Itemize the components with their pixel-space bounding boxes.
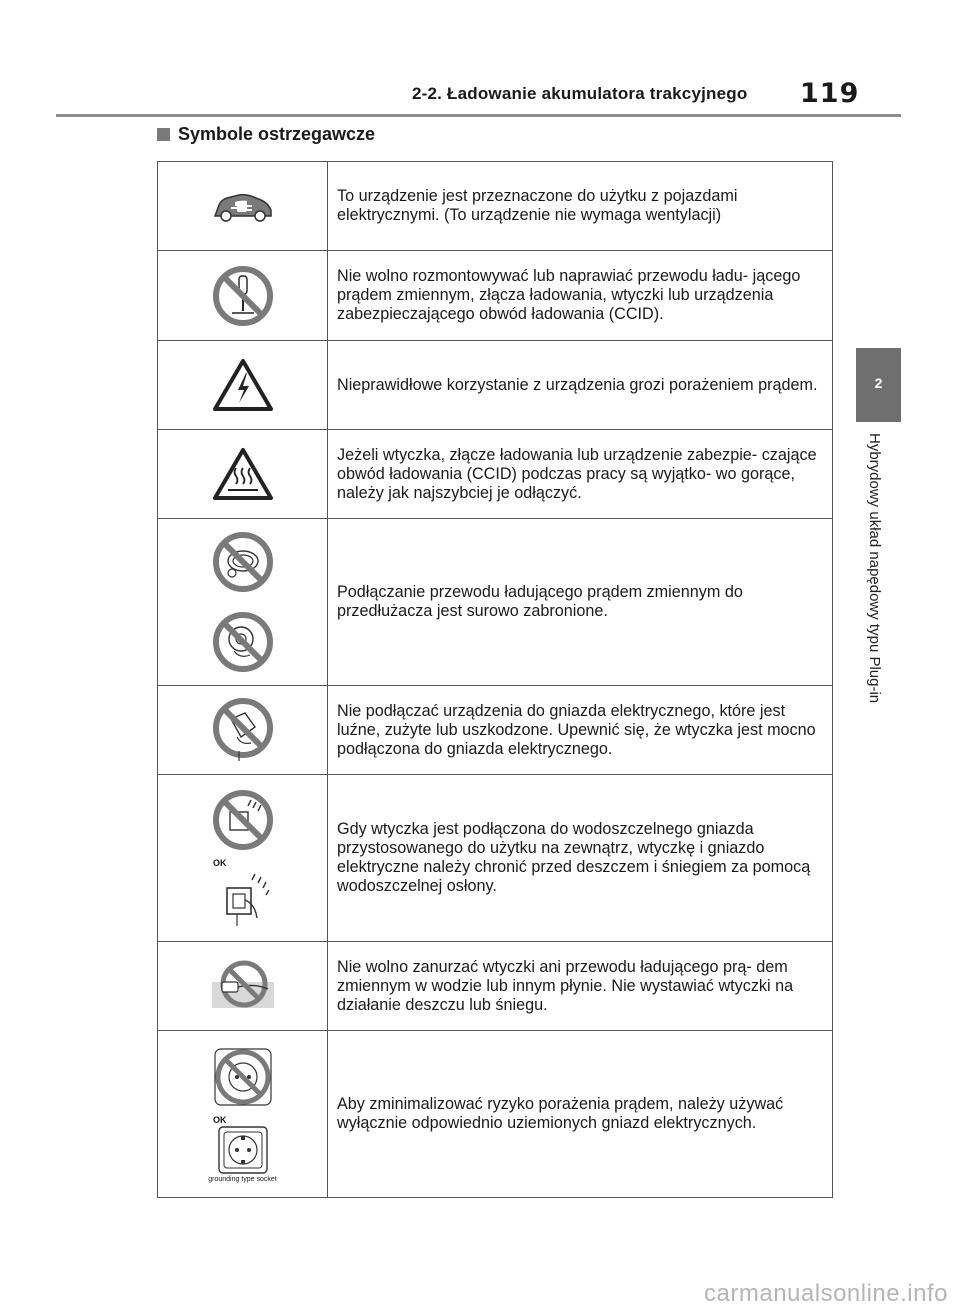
grounding-socket-icon [211, 1125, 275, 1175]
ok-label: OK [213, 858, 227, 868]
row-text: Nie wolno rozmontowywać lub naprawiać przewodu ładu- jącego prądem zmiennym, złącza ładowania, wtyczki lub urządzenia zabezpieczającego obwód ładowania (CCID). [328, 251, 833, 341]
table-row [158, 1031, 833, 1198]
no-wet-socket-icon [211, 788, 275, 852]
page-number: 119 [800, 78, 860, 109]
icon-cell [158, 686, 328, 775]
row-text: Aby zminimalizować ryzyko porażenia prądem, należy używać wyłącznie odpowiednio uziemionych gniazd elektrycznych. [328, 1031, 833, 1198]
table-row [158, 162, 833, 251]
row-text: Nieprawidłowe korzystanie z urządzenia grozi porażeniem prądem. [328, 341, 833, 430]
no-extension-cord-icon [212, 531, 274, 593]
row-text: Nie wolno zanurzać wtyczki ani przewodu ładującego prą- dem zmiennym w wodzie lub innym płynie. Nie wystawiać wtyczki na działanie deszczu lub śniegu. [328, 942, 833, 1031]
icon-cell [158, 251, 328, 341]
header-title: 2-2. Ładowanie akumulatora trakcyjnego [412, 84, 748, 103]
header-rule [56, 114, 901, 117]
icon-cell [158, 430, 328, 519]
table-row [158, 430, 833, 519]
table-row [158, 942, 833, 1031]
table-row [158, 775, 833, 942]
no-submerge-plug-icon [208, 960, 278, 1012]
watermark: carmanualsonline.info [704, 1280, 948, 1307]
row-text: Podłączanie przewodu ładującego prądem zmiennym do przedłużacza jest surowo zabronione. [328, 519, 833, 686]
icon-cell [158, 942, 328, 1031]
chapter-tab [856, 348, 901, 422]
row-text: Jeżeli wtyczka, złącze ładowania lub urządzenie zabezpie- czające obwód ładowania (CCID) podczas pracy są wyjątko- wo gorące, należy jak najszybciej je odłączyć. [328, 430, 833, 519]
section-heading-text: Symbole ostrzegawcze [178, 124, 376, 144]
table-row [158, 686, 833, 775]
table-row [158, 341, 833, 430]
chapter-side-label: Hybrydowy układ napędowy typu Plug-in [866, 433, 883, 704]
warning-symbols-table [157, 161, 833, 1198]
ok-label: OK [213, 1115, 227, 1125]
icon-cell [158, 1031, 328, 1198]
icon-cell [158, 519, 328, 686]
heading-square-icon [157, 128, 170, 141]
hot-surface-warning-icon [211, 446, 275, 502]
no-extension-reel-icon [212, 611, 274, 673]
no-screwdriver-icon [212, 265, 274, 327]
icon-cell [158, 775, 328, 942]
electric-car-plug-icon [211, 189, 275, 223]
table-row [158, 251, 833, 341]
electric-shock-warning-icon [211, 357, 275, 413]
icon-cell [158, 162, 328, 251]
no-ungrounded-socket-icon [211, 1045, 275, 1109]
icon-cell [158, 341, 328, 430]
chapter-tab-number: 2 [874, 375, 883, 391]
socket-caption: grounding type socket [208, 1176, 277, 1183]
no-loose-socket-icon [211, 697, 275, 763]
waterproof-socket-cover-icon [211, 868, 275, 928]
row-text: Gdy wtyczka jest podłączona do wodoszczelnego gniazda przystosowanego do użytku na zewnątrz, wtyczkę i gniazdo elektryczne należy chronić przed deszczem i śniegiem za pomocą wodoszczelnej osłony. [328, 775, 833, 942]
row-text: Nie podłączać urządzenia do gniazda elektrycznego, które jest luźne, zużyte lub uszkodzone. Upewnić się, że wtyczka jest mocno podłączona do gniazda elektrycznego. [328, 686, 833, 775]
row-text: To urządzenie jest przeznaczone do użytku z pojazdami elektrycznymi. (To urządzenie nie wymaga wentylacji) [328, 162, 833, 251]
section-heading [157, 124, 375, 145]
table-row [158, 519, 833, 686]
